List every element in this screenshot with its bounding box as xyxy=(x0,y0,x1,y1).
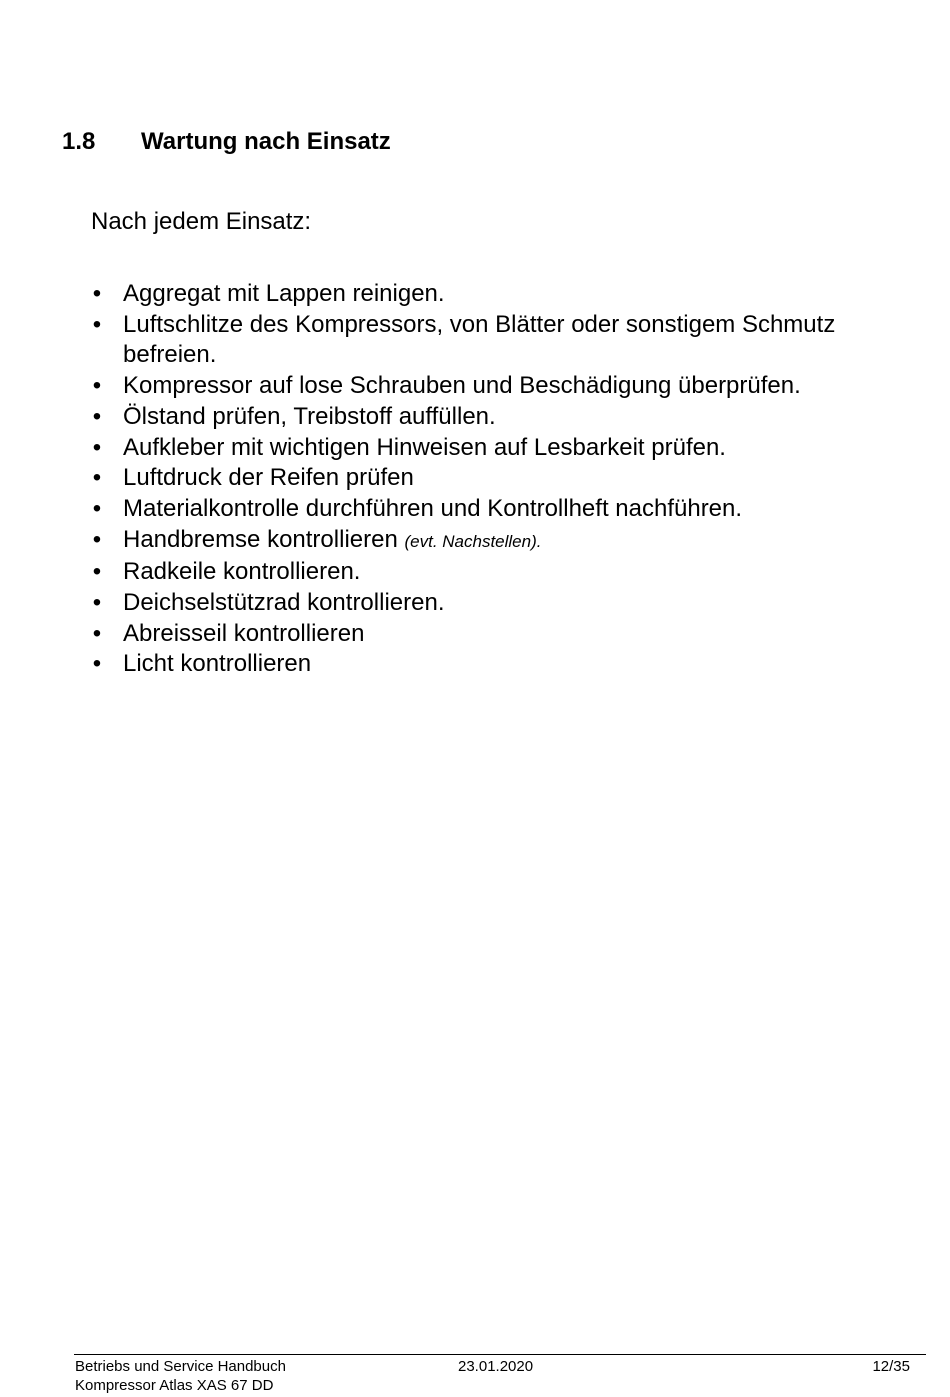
list-item xyxy=(91,402,891,433)
list-item-text: Ölstand prüfen, Treibstoff auffüllen. xyxy=(123,402,496,430)
footer-date: 23.01.2020 xyxy=(458,1358,534,1375)
intro-text: Nach jedem Einsatz: xyxy=(91,208,312,235)
list-item-text: Abreisseil kontrollieren xyxy=(123,619,365,647)
bullet-icon: • xyxy=(92,494,102,522)
bullet-icon: • xyxy=(92,433,102,461)
bullet-icon: • xyxy=(92,280,102,307)
section-title: Wartung nach Einsatz xyxy=(141,128,391,155)
list-item-text: Luftschlitze des Kompressors, von Blätter oder sonstigem Schmutz befreien. xyxy=(123,310,836,369)
list-item xyxy=(91,371,891,402)
list-item-text: Radkeile kontrollieren. xyxy=(123,558,361,586)
list-item xyxy=(91,525,891,558)
footer-page-number: 12/35 xyxy=(872,1358,910,1375)
list-item xyxy=(91,588,891,619)
list-item-text: Aggregat mit Lappen reinigen. xyxy=(123,280,445,307)
bullet-icon: • xyxy=(92,464,102,492)
bullet-icon: • xyxy=(92,525,102,553)
list-item-note: (evt. Nachstellen). xyxy=(404,531,542,551)
footer-document-title: Betriebs und Service Handbuch xyxy=(75,1358,286,1375)
footer-divider xyxy=(74,1354,926,1355)
bullet-icon: • xyxy=(92,650,102,678)
list-item xyxy=(91,649,891,680)
list-item-text: Aufkleber mit wichtigen Hinweisen auf Lesbarkeit prüfen. xyxy=(123,433,726,461)
list-item-text: Handbremse kontrollieren xyxy=(123,525,398,553)
bullet-icon: • xyxy=(92,619,102,647)
list-item xyxy=(91,494,891,525)
list-item xyxy=(91,279,891,310)
list-item-text: Luftdruck der Reifen prüfen xyxy=(123,464,414,492)
bullet-icon: • xyxy=(92,558,102,586)
list-item xyxy=(91,619,891,650)
maintenance-checklist xyxy=(91,279,891,680)
section-number: 1.8 xyxy=(62,128,96,155)
list-item-text: Deichselstützrad kontrollieren. xyxy=(123,589,445,617)
footer-document-subtitle: Kompressor Atlas XAS 67 DD xyxy=(75,1377,274,1394)
list-item-text: Licht kontrollieren xyxy=(123,650,312,678)
bullet-icon: • xyxy=(92,372,102,400)
section-heading xyxy=(62,126,391,158)
list-item xyxy=(91,557,891,588)
bullet-icon: • xyxy=(92,589,102,617)
bullet-icon: • xyxy=(92,402,102,430)
bullet-icon: • xyxy=(92,310,102,338)
list-item-text: Materialkontrolle durchführen und Kontrollheft nachführen. xyxy=(123,494,743,522)
list-item-text: Kompressor auf lose Schrauben und Beschädigung überprüfen. xyxy=(123,372,801,400)
list-item xyxy=(91,463,891,494)
list-item xyxy=(91,310,891,371)
list-item xyxy=(91,433,891,464)
